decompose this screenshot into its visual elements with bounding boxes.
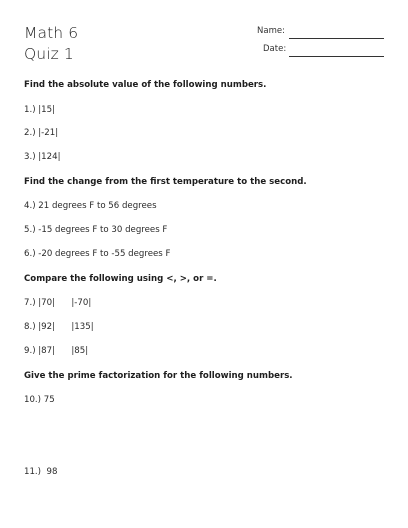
question-1: 1.) |15| (24, 105, 56, 115)
question-11: 11.) 98 (24, 467, 58, 477)
question-5: 5.) -15 degrees F to 30 degrees F (24, 225, 168, 235)
section-heading-temperature-change: Find the change from the first temperature to the second. (24, 177, 307, 187)
question-10: 10.) 75 (24, 395, 55, 405)
section-heading-prime-factorization: Give the prime factorization for the following numbers. (24, 371, 293, 381)
question-4: 4.) 21 degrees F to 56 degrees (24, 201, 157, 211)
question-3: 3.) |124| (24, 152, 61, 162)
quiz-subject-title: Math 6 (24, 24, 79, 42)
name-line (289, 38, 384, 39)
name-label: Name: (257, 26, 285, 36)
question-7: 7.) |70| |-70| (24, 298, 92, 308)
question-6: 6.) -20 degrees F to -55 degrees F (24, 249, 171, 259)
question-9: 9.) |87| |85| (24, 346, 89, 356)
date-label: Date: (263, 44, 287, 54)
question-8: 8.) |92| |135| (24, 322, 94, 332)
quiz-number-title: Quiz 1 (24, 45, 74, 63)
section-heading-absolute-value: Find the absolute value of the following numbers. (24, 80, 267, 90)
question-2: 2.) |-21| (24, 128, 59, 138)
section-heading-compare: Compare the following using <, >, or =. (24, 274, 217, 284)
date-line (289, 56, 384, 57)
